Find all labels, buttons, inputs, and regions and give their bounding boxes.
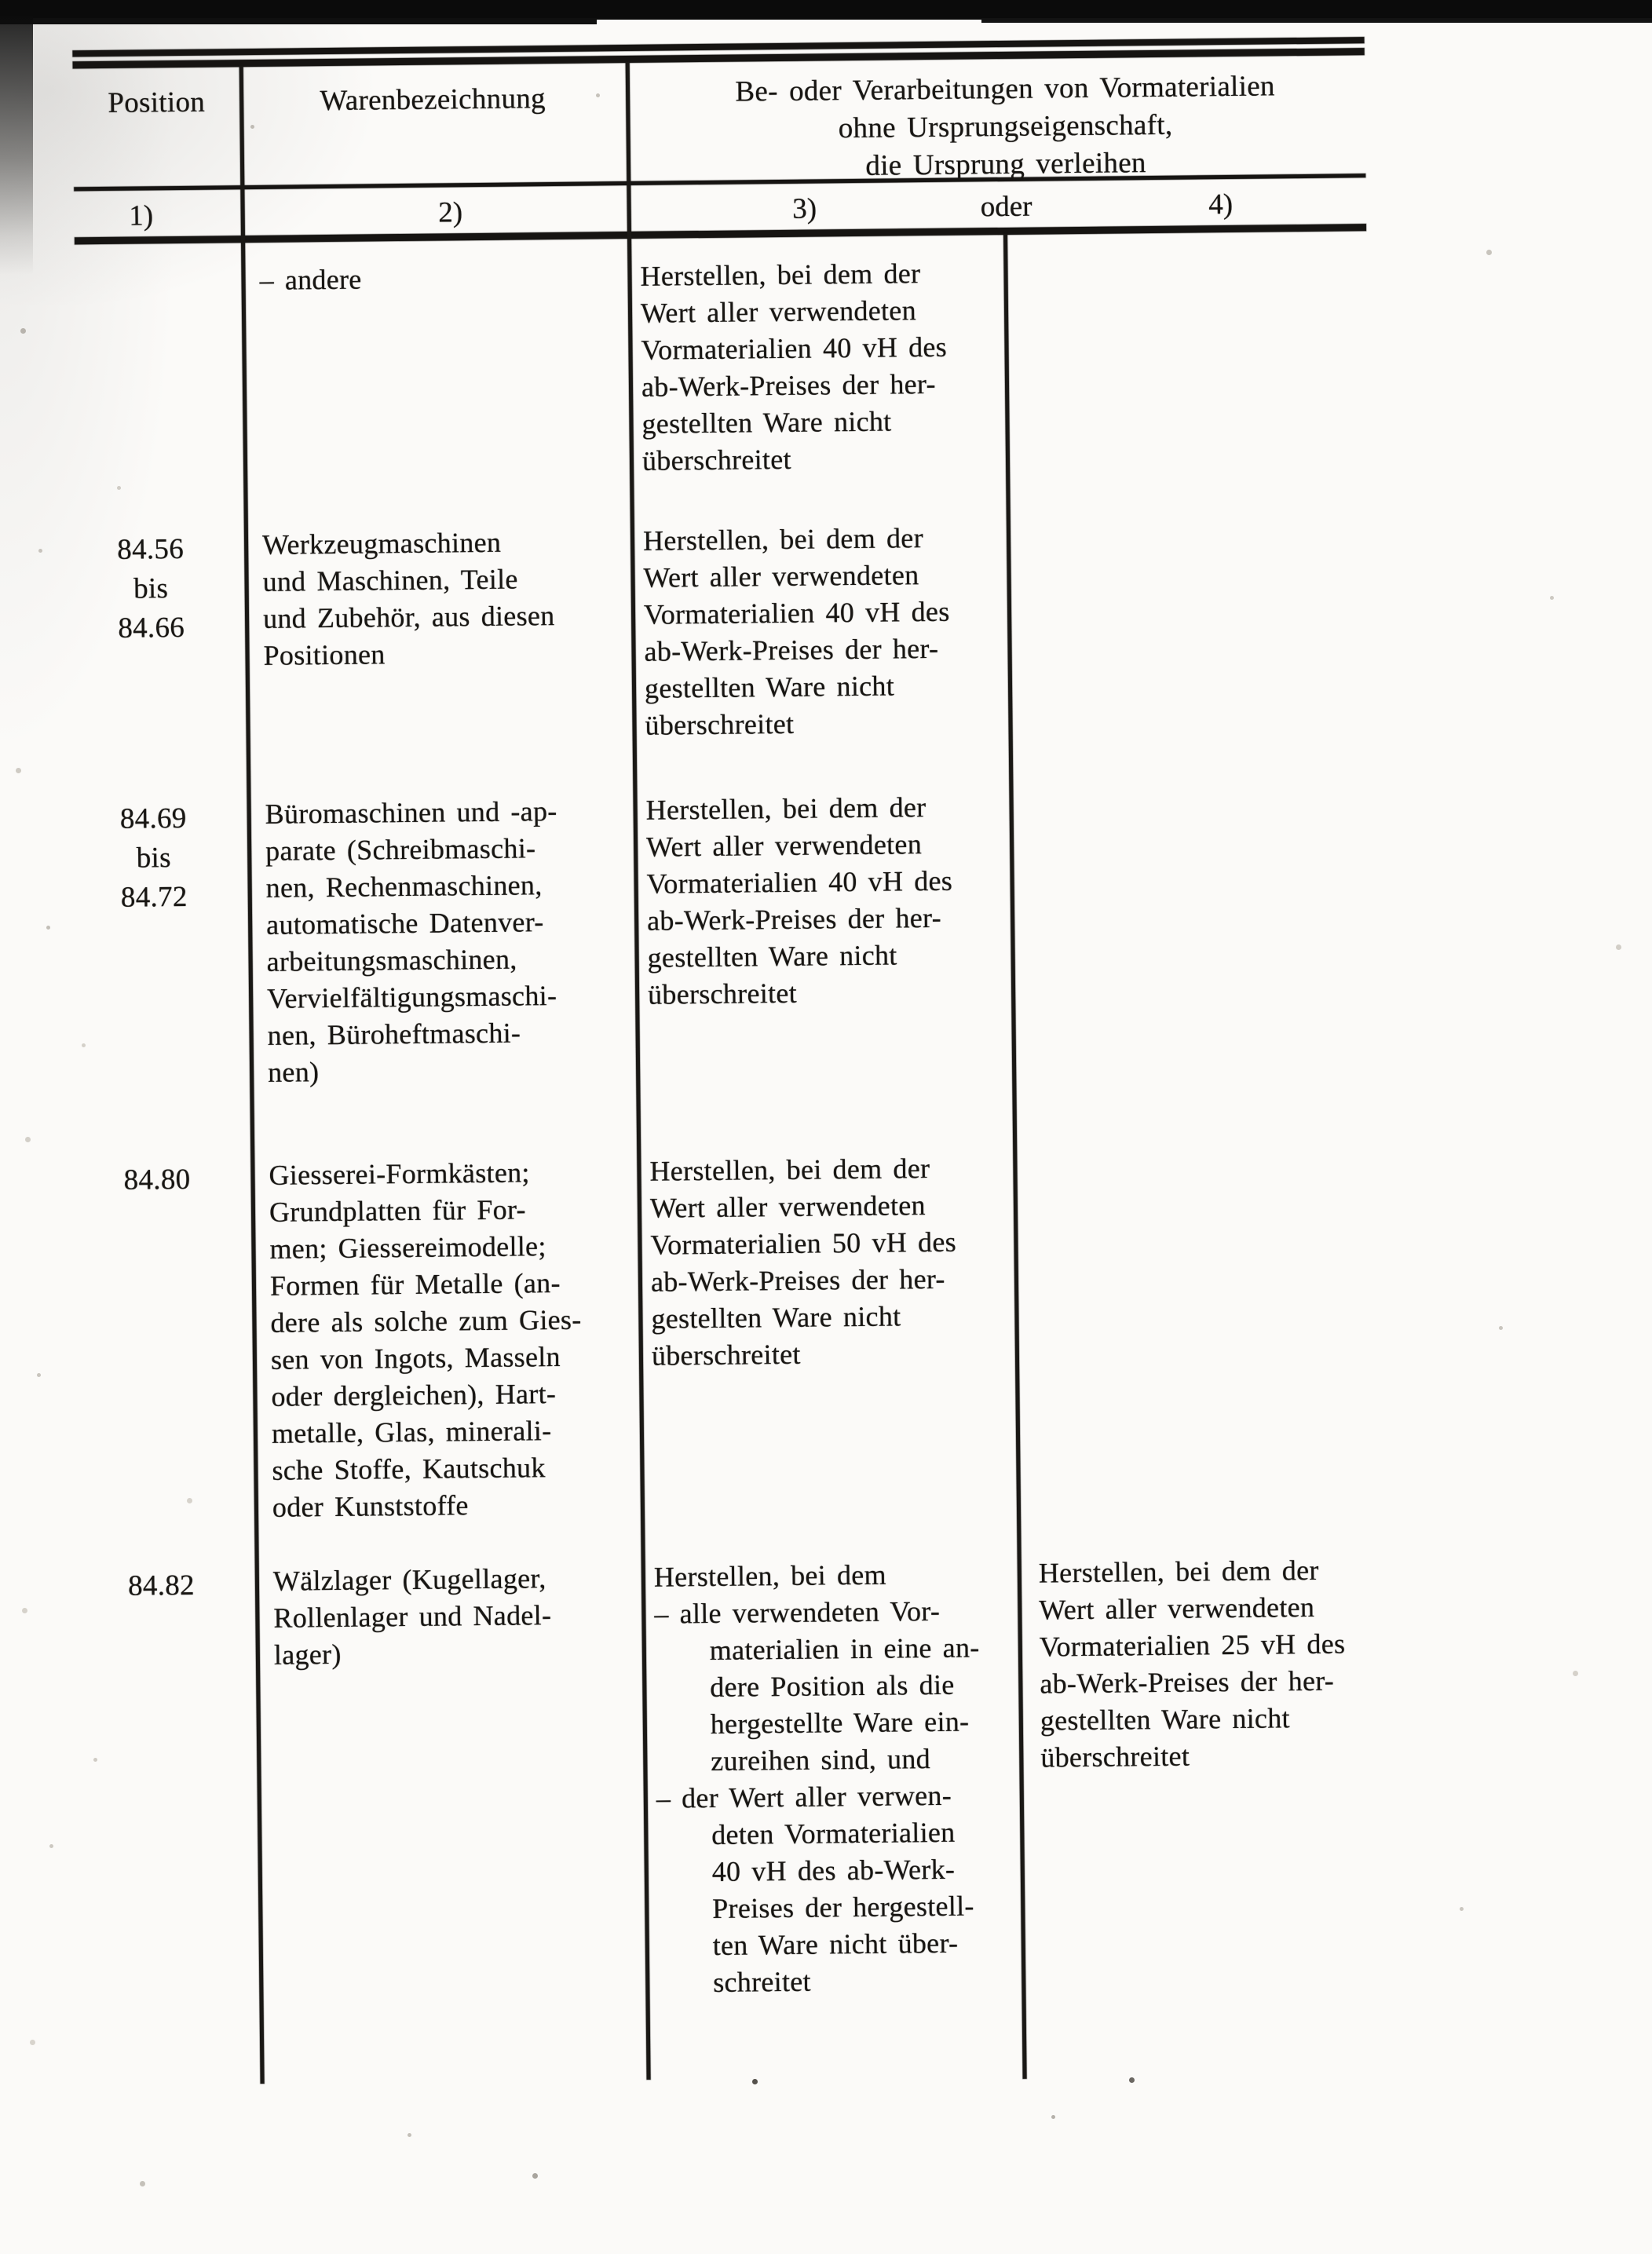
row-3-position: 84.69 bis 84.72: [119, 802, 188, 914]
subheader-col4-label: 4): [1208, 188, 1234, 221]
header-col-position: Position: [108, 86, 206, 119]
header-col-processing: Be- oder Verarbeitungen von Vormaterialien ohne Ursprungseigenschaft, die Ursprung verleihen: [735, 70, 1275, 182]
subheader-col1-label: 1): [129, 199, 154, 232]
subheader-col3-label: 3): [792, 192, 817, 225]
row-5-rule-col4: Herstellen, bei dem der Wert aller verwendeten Vormaterialien 25 vH des ab-Werk-Preises der her- gestellten Ware nicht überschreitet: [1038, 1554, 1346, 1774]
scan-artifact-speckles: [0, 0, 2, 2]
row-3-rule-col3: Herstellen, bei dem der Wert aller verwendeten Vormaterialien 40 vH des ab-Werk-Preises der her- gestellten Ware nicht überschreitet: [645, 791, 953, 1010]
row-1-description: – andere: [259, 263, 362, 296]
subheader-bottom-rule: [75, 224, 1366, 244]
row-5-rule-col3: Herstellen, bei dem – alle verwendeten Vor- materialien in eine an- dere Position als die hergestellte Ware ein- zureihen sind, und – der Wert aller verwen- deten Vormaterialien 40 vH des ab-Werk- Preises der hergestell- ten Ware nicht über- schreitet: [653, 1558, 980, 1999]
row-2-description: Werkzeugmaschinen und Maschinen, Teile und Zubehör, aus diesen Positionen: [261, 526, 555, 671]
rules-of-origin-table: [72, 0, 1446, 2181]
row-1-rule-col3: Herstellen, bei dem der Wert aller verwendeten Vormaterialien 40 vH des ab-Werk-Preises der her- gestellten Ware nicht überschreitet: [640, 258, 948, 477]
scan-artifact-left-edge-smudge: [0, 16, 33, 275]
row-4-description: Giesserei-Formkästen; Grundplatten für For- men; Giessereimodelle; Formen für Metalle (an- dere als solche zum Gies- sen von Ingots, Masseln oder dergleichen), Hart- metalle, Glas, minerali- sche Stoffe, Kautschuk oder Kunststoffe: [269, 1156, 582, 1523]
header-col-warenbezeichnung: Warenbezeichnung: [320, 82, 546, 118]
row-4-position: 84.80: [123, 1163, 191, 1196]
row-2-position: 84.56 bis 84.66: [117, 532, 185, 645]
row-5-description: Wälzlager (Kugellager, Rollenlager und Nadel- lager): [272, 1562, 552, 1671]
row-4-rule-col3: Herstellen, bei dem der Wert aller verwendeten Vormaterialien 50 vH des ab-Werk-Preises der her- gestellten Ware nicht überschreitet: [649, 1153, 957, 1372]
column-divider-position-waren: [239, 66, 265, 2084]
row-2-rule-col3: Herstellen, bei dem der Wert aller verwendeten Vormaterialien 40 vH des ab-Werk-Preises der her- gestellten Ware nicht überschreitet: [642, 522, 950, 741]
row-3-description: Büromaschinen und -ap- parate (Schreibmaschi- nen, Rechenmaschinen, automatische Datenver- arbeitungsmaschinen, Vervielfältigungsmaschi- nen, Büroheftmaschi- nen): [265, 795, 557, 1088]
subheader-oder-label: oder: [980, 190, 1032, 224]
row-5-position: 84.82: [127, 1569, 196, 1602]
subheader-col2-label: 2): [438, 196, 463, 229]
